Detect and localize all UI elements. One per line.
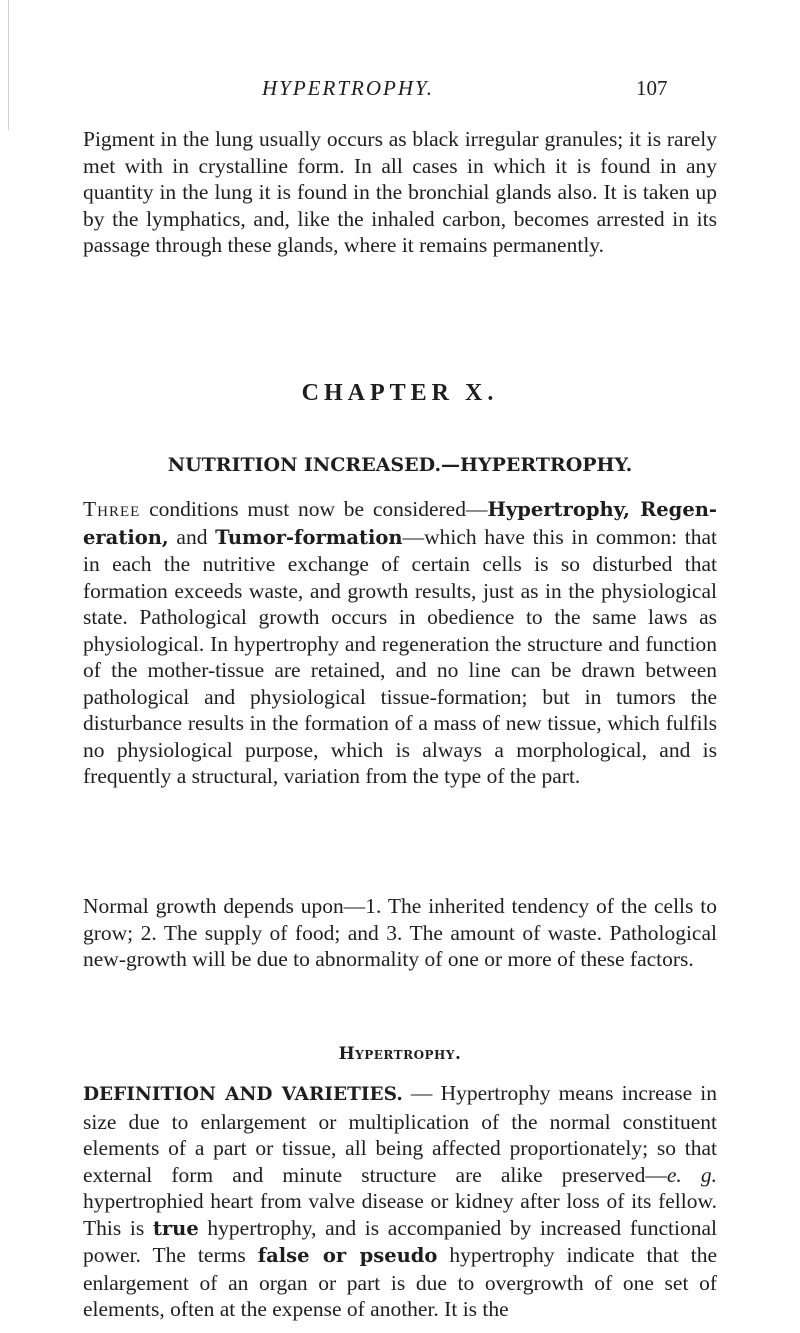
paragraph-text: — Hypertrophy means increase in size due to enlargement or multiplication of the normal constituent elements of a part or tissue, all being affected proportionately; so that external form and minute structure are alike preserved— — [83, 1081, 717, 1187]
paragraph-text: hypertrophy indicate that the enlargement of an organ or part is due to overgrowth of one set of elements, often at the expense of another. It is the — [83, 1243, 717, 1321]
chapter-title: NUTRITION INCREASED.—HYPERTROPHY. — [167, 454, 633, 476]
eg-abbreviation: e. g. — [666, 1162, 718, 1187]
definition-lead: DEFINITION AND VARIETIES. — [83, 1084, 403, 1105]
page-number: 107 — [636, 76, 668, 100]
paragraph-pigment: Pigment in the lung usually occurs as black irregular granules; it is rarely met with in crystalline form. In all cases in which it is found in any quantity in the lung it is found in the bronchial glands also. It is taken up by the lymphatics, and, like the inhaled carbon, becomes arrested in its passage through these glands, where it remains permanently. — [83, 127, 717, 257]
term-hypertrophy-regeneration: Hypertrophy, Regeneration, — [83, 498, 717, 549]
paragraph-text: conditions must now be considered— — [140, 497, 488, 521]
paragraph-text: hypertrophy, and is accompanied by increased functional power. The terms — [83, 1215, 717, 1267]
paragraph-definition — [83, 1080, 717, 1323]
section-heading-hypertrophy: Hypertrophy. — [338, 1044, 462, 1064]
running-header — [0, 76, 800, 110]
paragraph-normal-growth: Normal growth depends upon—1. The inherited tendency of the cells to grow; 2. The supply of food; and 3. The amount of waste. Pathological new-growth will be due to abnormality of one or more of these factors. — [83, 894, 717, 971]
paragraph-text: —which have this in common: that in each the nutritive exchange of certain cells is so disturbed that formation exceeds waste, and growth results, just as in the physiological state. Pathological growth occurs in obedience to the same laws as physiological. In hypertrophy and regeneration the structure and function of the mother-tissue are retained, and no line can be drawn between pathological and physiological tissue-formation; but in tumors the disturbance results in the formation of a mass of new tissue, which fulfils no physiological purpose, which is always a morphological, and is frequently a structural, variation from the type of the part. — [83, 524, 717, 788]
paragraph-lead-word: Three — [83, 497, 141, 521]
chapter-number: CHAPTER X. — [301, 380, 499, 406]
term-tumor-formation: Tumor-formation — [215, 525, 403, 549]
running-title: HYPERTROPHY. — [262, 76, 434, 100]
page-edge-line — [8, 0, 9, 130]
paragraph-text: and — [168, 524, 216, 549]
paragraph-three-conditions — [83, 496, 717, 790]
term-true: true — [152, 1216, 199, 1240]
paragraph-text: hypertrophied heart from valve disease or kidney after loss of its fellow. This is — [83, 1189, 717, 1240]
term-false-pseudo: false or pseudo — [257, 1244, 438, 1267]
